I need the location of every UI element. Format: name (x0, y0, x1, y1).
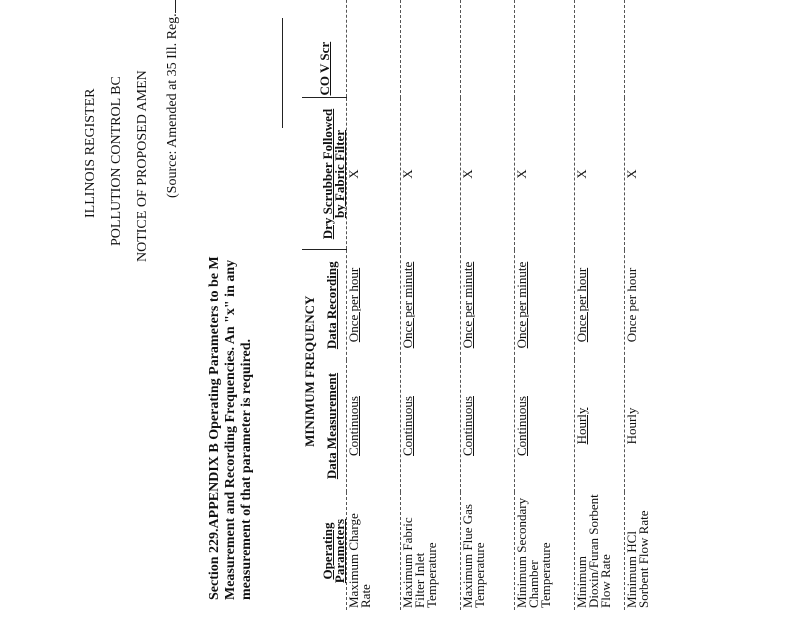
empty-cell (625, 0, 679, 98)
table-row (461, 0, 515, 610)
measurement-cell: Hourly (575, 360, 625, 492)
measurement-cell: Continuous (515, 360, 575, 492)
table-row (515, 0, 575, 610)
recording-cell: Once per hour (347, 250, 401, 360)
x-mark: X (575, 98, 625, 250)
measurement-cell: Continuous (347, 360, 401, 492)
section-text-3: measurement of that parameter is required. (239, 338, 254, 600)
param-cell: Maximum Charge Rate (347, 492, 401, 610)
measurement-cell: Hourly (625, 360, 679, 492)
recording-cell: Once per minute (515, 250, 575, 360)
empty-cell (347, 0, 401, 98)
section-heading: Section 229.APPENDIX B Operating Parameters to be M (207, 256, 222, 600)
measurement-cell: Continuous (401, 360, 461, 492)
x-mark: X (461, 98, 515, 250)
x-mark: X (401, 98, 461, 250)
x-mark: X (515, 98, 575, 250)
table-row (575, 0, 625, 610)
board-title: POLLUTION CONTROL BC (109, 76, 124, 246)
col-operating-parameters: Operating Parameters (320, 518, 347, 584)
source-blank (164, 0, 176, 13)
register-title: ILLINOIS REGISTER (83, 88, 98, 218)
empty-cell (515, 0, 575, 98)
table-row (347, 0, 401, 610)
notice-title: NOTICE OF PROPOSED AMEN (135, 70, 150, 262)
param-cell: Maximum Fabric Filter Inlet Temperature (401, 492, 461, 610)
measurement-cell: Continuous (461, 360, 515, 492)
table-row (625, 0, 679, 610)
col-data-measurement: Data Measurement (323, 372, 339, 480)
empty-cell (401, 0, 461, 98)
recording-cell: Once per hour (575, 250, 625, 360)
x-mark: X (625, 98, 679, 250)
param-cell: Maximum Flue Gas Temperature (461, 492, 515, 610)
recording-cell: Once per hour (625, 250, 679, 360)
col-data-recording: Data Recording (323, 261, 339, 350)
param-cell: Minimum Dioxin/Furan Sorbent Flow Rate (575, 492, 625, 610)
col-co-scrubber: CO V Scr (302, 0, 347, 98)
recording-cell: Once per minute (401, 250, 461, 360)
section-text-2: Measurement and Recording Frequencies. An "x" in any (223, 259, 238, 600)
recording-cell: Once per minute (461, 250, 515, 360)
param-cell: Minimum HCl Sorbent Flow Rate (625, 492, 679, 610)
x-mark: X (347, 98, 401, 250)
empty-cell (575, 0, 625, 98)
frequency-table (302, 0, 679, 610)
header-rule (282, 18, 283, 128)
rotated-document (83, 0, 720, 618)
col-dry-scrubber: Dry Scrubber Followed by Fabric Filter (302, 98, 347, 250)
table-row (401, 0, 461, 610)
source-prefix: (Source: Amended at 35 Ill. Reg. (165, 13, 180, 198)
empty-cell (461, 0, 515, 98)
min-frequency-header: MINIMUM FREQUENCY (302, 295, 317, 447)
param-cell: Minimum Secondary Chamber Temperature (515, 492, 575, 610)
source-line (164, 0, 180, 198)
